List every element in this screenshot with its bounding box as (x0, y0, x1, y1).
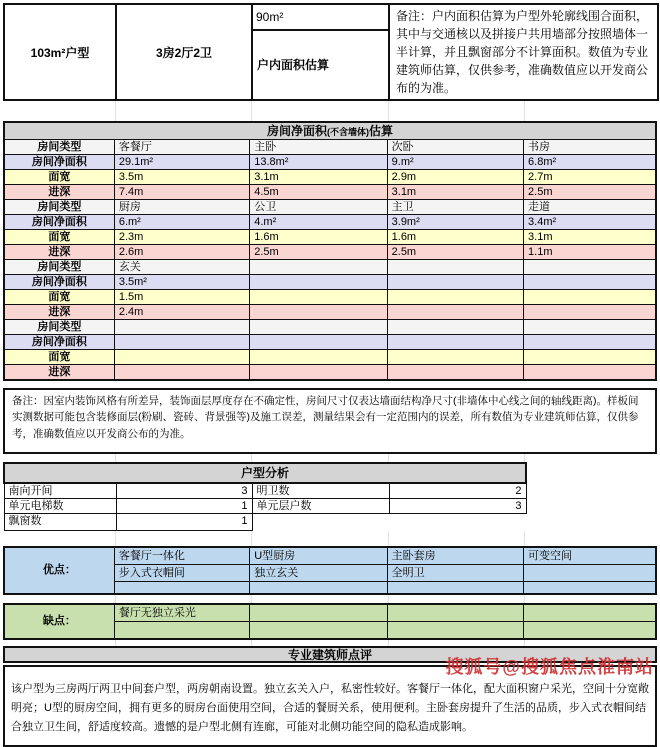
cell (524, 564, 656, 581)
table-row (4, 547, 656, 565)
gridline-gap (3, 101, 657, 121)
cell: 走道 (524, 200, 656, 215)
cell (387, 365, 523, 381)
cell: 2.3m (114, 230, 249, 245)
cell (387, 275, 523, 290)
table-row (4, 514, 526, 531)
table-row (4, 350, 656, 365)
analysis-value: 3 (389, 499, 526, 514)
table-row (4, 335, 656, 350)
cell (114, 581, 249, 594)
row-label: 面宽 (4, 170, 114, 185)
cell: 可变空间 (524, 547, 656, 565)
cell: 2.6m (114, 245, 249, 260)
cell (387, 350, 523, 365)
cell: 主卫 (387, 200, 523, 215)
cell (524, 365, 656, 381)
cell: 2.5m (387, 245, 523, 260)
cell: 3.1m (250, 170, 387, 185)
cell: 2.5m (524, 185, 656, 200)
cell: 3.5m² (114, 275, 249, 290)
cell: 2.4m (114, 305, 249, 320)
cell: 4.m² (250, 215, 387, 230)
cell: 1.1m (524, 245, 656, 260)
cell (387, 260, 523, 275)
row-label: 面宽 (4, 290, 114, 305)
analysis-value: 1 (116, 499, 252, 514)
analysis-label: 飘窗数 (4, 514, 116, 531)
cell: 6.m² (114, 215, 249, 230)
cell: 公卫 (250, 200, 387, 215)
row-label: 进深 (4, 365, 114, 381)
cell: 3.5m (114, 170, 249, 185)
table-row (4, 230, 656, 245)
table-title-row (4, 122, 656, 140)
cell: 3.9m² (387, 215, 523, 230)
cell: 6.8m² (524, 155, 656, 170)
cell: U型厨房 (250, 547, 387, 565)
title-small: (不含墙体) (327, 126, 369, 137)
row-label: 面宽 (4, 230, 114, 245)
cell (524, 335, 656, 350)
table-row (4, 499, 526, 514)
analysis-label: 南向开间 (4, 483, 116, 499)
cell: 玄关 (114, 260, 249, 275)
review-text: 该户型为三房两厅两卫中间套户型，两房朝南设置。独立玄关入户，私密性较好。客餐厅一体化，配大面积窗户采光，空间十分宽敞明亮；U型的厨房空间，拥有更多的厨房台面使用空间，合适的餐厨关系，使用便利。主卧套房提升了生活的品质，步入式衣帽间结合独立卫生间，舒适度较高。遗憾的是户型北侧有连廊，可能对北侧功能空间的隐私造成影响。 (3, 665, 657, 747)
cell (524, 260, 656, 275)
cell (387, 305, 523, 320)
cell: 厨房 (114, 200, 249, 215)
cell: 全明卫 (387, 564, 523, 581)
unit-type-cell: 103m²户型 (4, 4, 116, 100)
unit-header-table (3, 3, 659, 101)
cell: 3.1m (387, 185, 523, 200)
cell (250, 604, 387, 622)
cell: 7.4m (114, 185, 249, 200)
cell: 主卧套房 (387, 547, 523, 565)
pros-label: 优点： (4, 547, 114, 594)
cons-table (3, 603, 657, 640)
table-row (4, 185, 656, 200)
cell (250, 320, 387, 335)
row-label: 房间类型 (4, 200, 114, 215)
room-area-table (3, 121, 657, 381)
cell: 2.5m (250, 245, 387, 260)
table-row (4, 245, 656, 260)
row-label: 房间净面积 (4, 215, 114, 230)
cell (524, 621, 656, 639)
table-row (4, 200, 656, 215)
gridline-gap (3, 454, 657, 462)
cell (114, 320, 249, 335)
row-label: 房间类型 (4, 140, 114, 155)
row-label: 房间类型 (4, 320, 114, 335)
gridline-gap (3, 595, 657, 603)
table-row (4, 170, 656, 185)
cell: 书房 (524, 140, 656, 155)
measurement-footnote: 备注：因室内装饰风格有所差异，装饰面层厚度存在不确定性，房间尺寸仅表达墙面结构净尺寸(非墙体中心线之间的轴线距离)。样板间实测数据可能包含装修面层(粉刷、瓷砖、背景强等)及施工误差，测量结果会有一定范围内的误差，所有数值为专业建筑师估算，仅供参考，准确数值应以开发商公布的为准。 (3, 388, 657, 454)
cell (114, 621, 249, 639)
cell (250, 260, 387, 275)
empty-cell (389, 514, 526, 531)
analysis-title: 户型分析 (4, 463, 526, 483)
watermark-text: 搜狐号@搜狐焦点淮南站 (445, 657, 654, 677)
cell: 独立玄关 (250, 564, 387, 581)
gridline-gap (3, 531, 657, 546)
cell: 3.4m² (524, 215, 656, 230)
analysis-value: 2 (389, 483, 526, 499)
table-row (4, 155, 656, 170)
row-label: 房间净面积 (4, 155, 114, 170)
indoor-area-label-cell: 户内面积估算 (252, 30, 389, 101)
cell (250, 290, 387, 305)
row-label: 房间类型 (4, 260, 114, 275)
cell (114, 350, 249, 365)
table-row (4, 290, 656, 305)
table-row (4, 4, 658, 30)
title-tail: 估算 (369, 123, 394, 138)
cell (250, 350, 387, 365)
unit-layout-cell: 3房2厅2卫 (116, 4, 252, 100)
cell: 9.m² (387, 155, 523, 170)
cell (387, 335, 523, 350)
cell (524, 350, 656, 365)
cell: 1.5m (114, 290, 249, 305)
cell: 1.6m (387, 230, 523, 245)
cell (250, 365, 387, 381)
table-row (4, 305, 656, 320)
header-note-cell: 备注：户内面积估算为户型外轮廓线围合面积，其中与交通核以及拼接户共用墙部分按照墙体一半计算，并且飘窗部分不计算面积。数值为专业建筑师估算，仅供参考，准确数值应以开发商公布的为准。 (389, 4, 658, 100)
analysis-label: 单元电梯数 (4, 499, 116, 514)
cell: 29.1m² (114, 155, 249, 170)
cell: 2.9m (387, 170, 523, 185)
cell (114, 335, 249, 350)
row-label: 房间净面积 (4, 275, 114, 290)
table-row (4, 604, 656, 622)
table-row (4, 215, 656, 230)
cell (524, 581, 656, 594)
cell (387, 621, 523, 639)
cell (524, 305, 656, 320)
cell (114, 365, 249, 381)
cell: 2.7m (524, 170, 656, 185)
cons-label: 缺点： (4, 604, 114, 639)
cell (250, 621, 387, 639)
table-row (4, 275, 656, 290)
cell: 13.8m² (250, 155, 387, 170)
cell (524, 604, 656, 622)
row-label: 房间净面积 (4, 335, 114, 350)
empty-cell (252, 514, 389, 531)
cell (250, 335, 387, 350)
row-label: 进深 (4, 245, 114, 260)
cell: 餐厅无独立采光 (114, 604, 249, 622)
row-label: 面宽 (4, 350, 114, 365)
table-row (4, 260, 656, 275)
review-title-bar: 专业建筑师点评 (3, 646, 657, 663)
cell (387, 320, 523, 335)
analysis-value: 3 (116, 483, 252, 499)
title-main: 房间净面积 (266, 123, 327, 138)
pros-table (3, 546, 657, 595)
cell (250, 305, 387, 320)
cell: 客餐厅一体化 (114, 547, 249, 565)
row-label: 进深 (4, 185, 114, 200)
cell: 1.6m (250, 230, 387, 245)
unit-analysis-table (3, 462, 527, 531)
table-title-row (4, 463, 526, 483)
table-row (4, 320, 656, 335)
cell (387, 290, 523, 305)
cell: 4.5m (250, 185, 387, 200)
cell: 次卧 (387, 140, 523, 155)
room-table-title (4, 122, 656, 140)
table-row (4, 140, 656, 155)
cell (524, 290, 656, 305)
cell: 步入式衣帽间 (114, 564, 249, 581)
analysis-label: 单元层户数 (252, 499, 389, 514)
table-row (4, 483, 526, 499)
row-label: 进深 (4, 305, 114, 320)
cell (524, 275, 656, 290)
analysis-label: 明卫数 (252, 483, 389, 499)
cell: 主卧 (250, 140, 387, 155)
cell (250, 275, 387, 290)
cell: 3.1m (524, 230, 656, 245)
table-row (4, 365, 656, 381)
cell (524, 320, 656, 335)
indoor-area-value-cell: 90m² (252, 4, 389, 30)
cell (387, 604, 523, 622)
cell (250, 581, 387, 594)
cell: 客餐厅 (114, 140, 249, 155)
analysis-value: 1 (116, 514, 252, 531)
cell (387, 581, 523, 594)
